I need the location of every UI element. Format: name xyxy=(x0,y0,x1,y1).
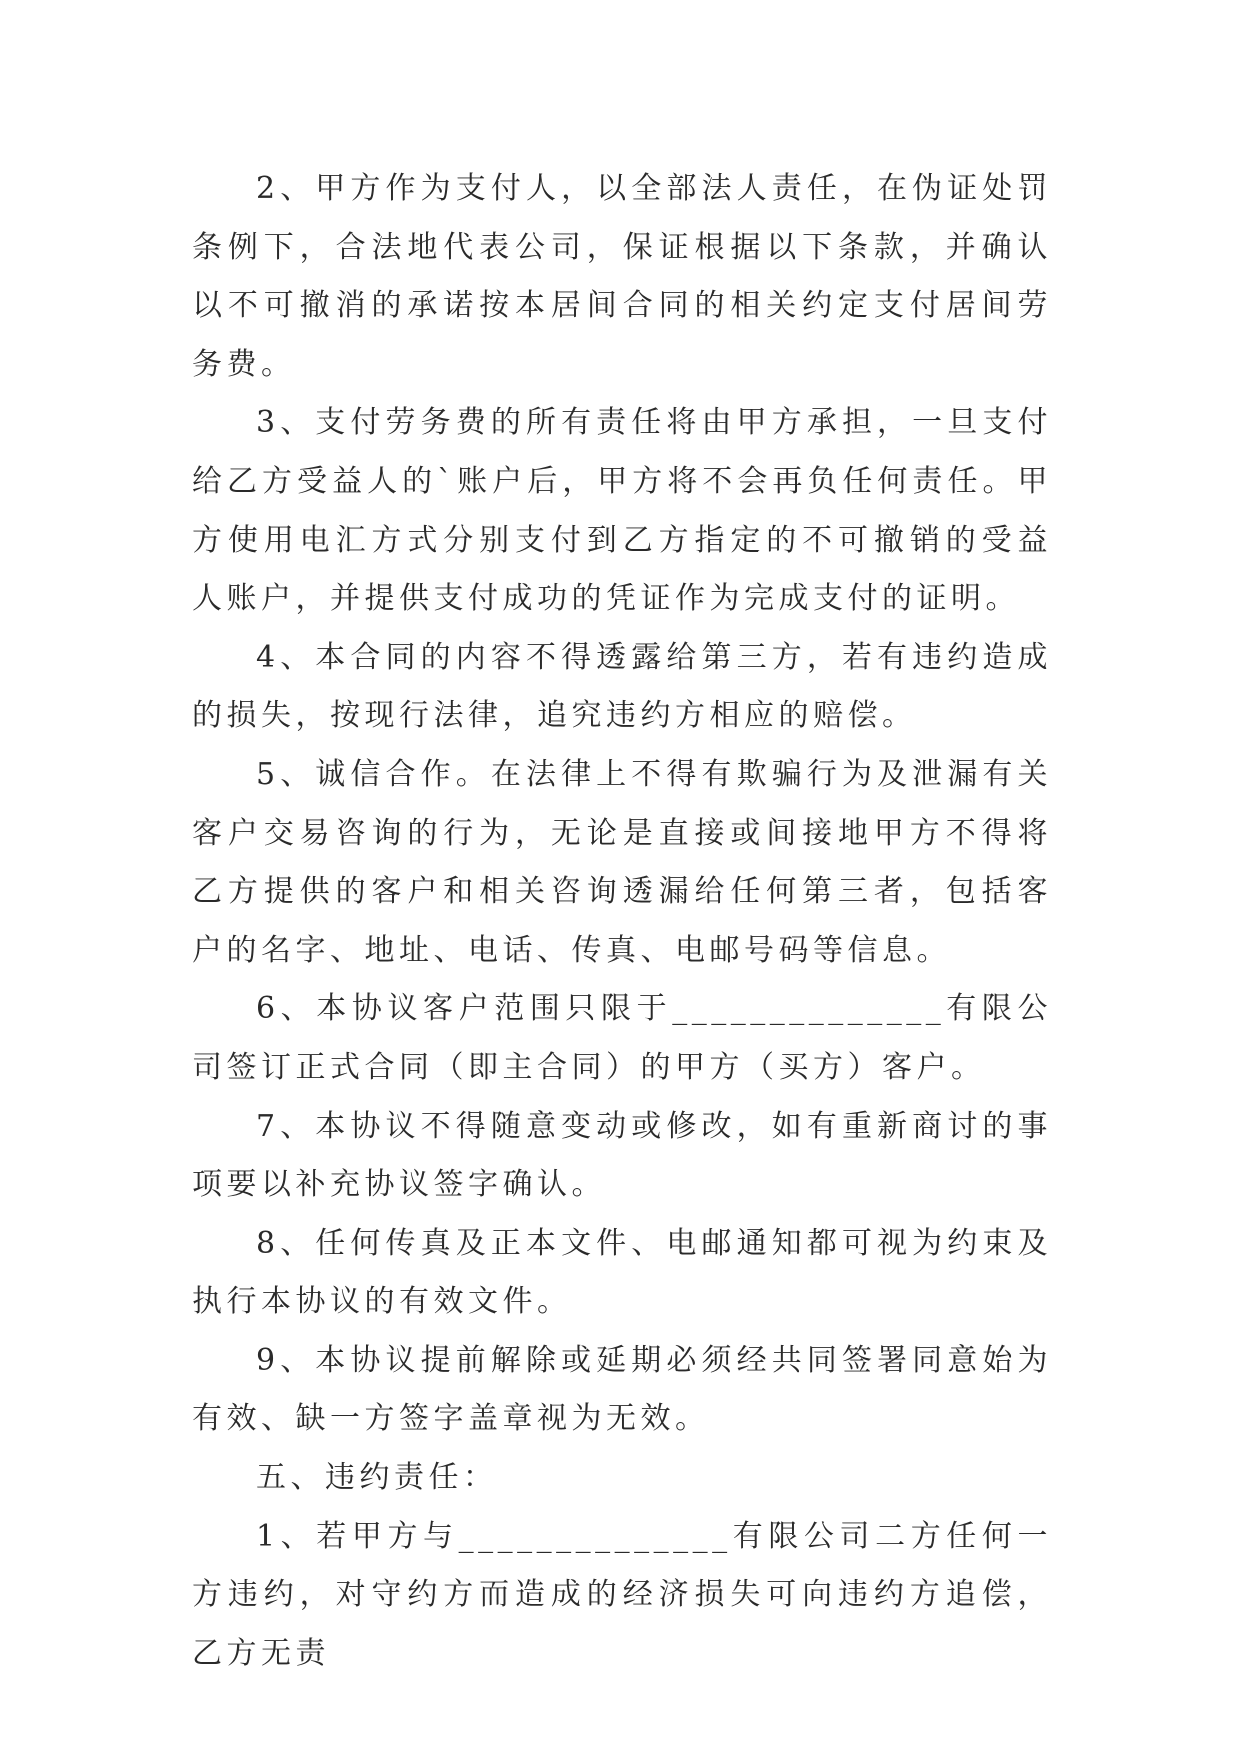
paragraph-clause-6: 6、本协议客户范围只限于______________有限公司签订正式合同（即主合同）的甲方（买方）客户。 xyxy=(192,991,1052,1085)
paragraph-clause-3: 3、支付劳务费的所有责任将由甲方承担，一旦支付给乙方受益人的`账户后，甲方将不会再负任何责任。甲方使用电汇方式分别支付到乙方指定的不可撤销的受益人账户，并提供支付成功的凭证作为完成支付的证明。 xyxy=(192,405,1052,617)
paragraph-clause-9: 9、本协议提前解除或延期必须经共同签署同意始为有效、缺一方签字盖章视为无效。 xyxy=(192,1342,1052,1437)
paragraph-clause-4: 4、本合同的内容不得透露给第三方，若有违约造成的损失，按现行法律，追究违约方相应的赔偿。 xyxy=(192,639,1052,734)
paragraph-clause-8: 8、任何传真及正本文件、电邮通知都可视为约束及执行本协议的有效文件。 xyxy=(192,1225,1052,1320)
paragraph-clause-2: 2、甲方作为支付人，以全部法人责任，在伪证处罚条例下，合法地代表公司，保证根据以下条款，并确认以不可撤消的承诺按本居间合同的相关约定支付居间劳务费。 xyxy=(192,171,1052,382)
paragraph-clause-7: 7、本协议不得随意变动或修改，如有重新商讨的事项要以补充协议签字确认。 xyxy=(192,1108,1052,1203)
section-heading-breach-liability: 五、违约责任： xyxy=(256,1460,498,1496)
paragraph-breach-clause-1: 1、若甲方与______________有限公司二方任何一方违约，对守约方而造成的经济损失可向违约方追偿，乙方无责 xyxy=(192,1518,1052,1671)
document-body xyxy=(192,160,1052,1683)
paragraph-clause-5: 5、诚信合作。在法律上不得有欺骗行为及泄漏有关客户交易咨询的行为，无论是直接或间接地甲方不得将乙方提供的客户和相关咨询透漏给任何第三者，包括客户的名字、地址、电话、传真、电邮号码等信息。 xyxy=(192,756,1052,968)
